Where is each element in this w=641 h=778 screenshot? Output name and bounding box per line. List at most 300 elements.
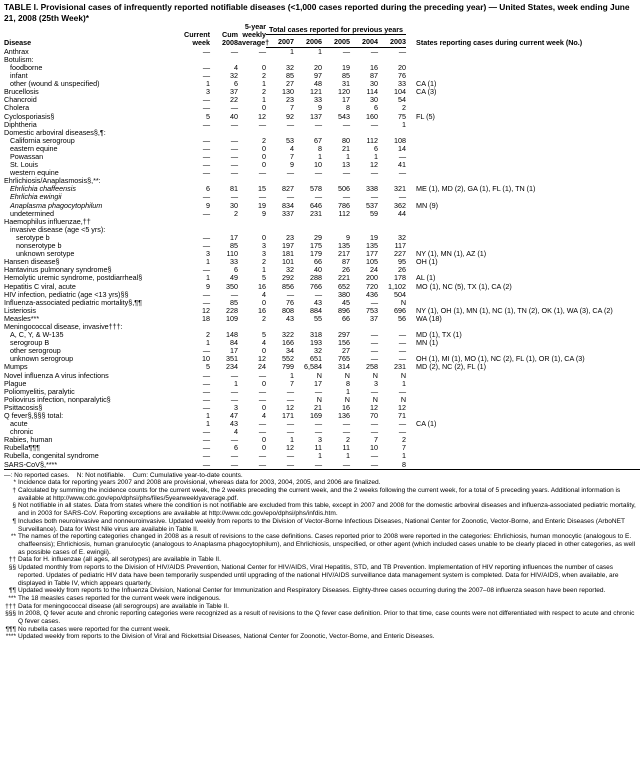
- cell-value: 8: [318, 143, 322, 153]
- cell-value: —: [202, 378, 210, 388]
- header-states: States reporting cases during current week (No.): [416, 38, 583, 48]
- disease-name: Rabies, human: [4, 436, 53, 445]
- cell-value: —: [342, 427, 350, 437]
- cell-value: 30: [230, 200, 238, 210]
- cell-value: 2: [262, 71, 266, 81]
- cell-value: —: [314, 119, 322, 129]
- cell-value: 66: [314, 257, 322, 267]
- table-row: [4, 452, 640, 460]
- footnote-text: Incidence data for reporting years 2007 and 2008 are provisional, whereas data for 2003, 2004, 2005, and 2006 are finalized.: [18, 479, 381, 487]
- cell-value: 12: [258, 111, 266, 121]
- cell-value: 9: [206, 281, 210, 291]
- cell-value: 56: [398, 313, 407, 323]
- states-reporting: [406, 412, 640, 420]
- cell-value: 0: [262, 378, 266, 388]
- cell-value: 231: [394, 362, 407, 372]
- cell-value: 37: [230, 87, 238, 97]
- table-row: [4, 412, 640, 420]
- cell-value: —: [398, 419, 407, 429]
- cell-value: 175: [310, 241, 322, 251]
- cell-value: 97: [314, 71, 322, 81]
- cell-value: 2: [262, 257, 266, 267]
- cell-value: —: [342, 119, 350, 129]
- cell-value: 17: [342, 95, 350, 105]
- cell-value: 5: [206, 362, 210, 372]
- cell-value: 45: [342, 297, 350, 307]
- cell-value: 0: [262, 143, 266, 153]
- table-row: [4, 80, 640, 88]
- disease-name: Brucellosis: [4, 88, 39, 97]
- cell-value: 108: [394, 135, 407, 145]
- disease-name: Hansen disease§: [4, 258, 60, 267]
- cell-value: 12: [202, 305, 210, 315]
- cell-value: 6: [234, 443, 238, 453]
- disease-name: California serogroup: [10, 136, 75, 145]
- cell-value: 314: [338, 362, 350, 372]
- disease-name: SARS-CoV§,****: [4, 461, 182, 470]
- cell-value: 53: [286, 135, 294, 145]
- cell-value: 75: [398, 111, 407, 121]
- cell-value: 1: [206, 419, 210, 429]
- states-reporting: [406, 428, 640, 436]
- cell-value: 43: [230, 419, 238, 429]
- cell-value: 19: [342, 62, 350, 72]
- cell-value: —: [202, 71, 210, 81]
- cell-value: 537: [366, 200, 378, 210]
- disease-name: acute: [10, 420, 28, 429]
- cell-value: 181: [282, 249, 294, 259]
- cell-value: —: [342, 192, 350, 202]
- states-reporting: [406, 444, 640, 452]
- footnote-text: Data for H. influenzae (all ages, all serotypes) are available in Table II.: [18, 556, 221, 564]
- cell-value: 6: [234, 265, 238, 275]
- cell-value: 231: [310, 208, 322, 218]
- table-row: [4, 153, 640, 161]
- states-reporting: MN (1): [416, 338, 438, 348]
- disease-name: Anaplasma phagocytophilum: [10, 201, 103, 210]
- footnote-marker: *: [13, 479, 16, 487]
- cell-value: 7: [402, 443, 407, 453]
- footnote-text: The names of the reporting categories changed in 2008 as a result of revisions to the case definitions. Cases reported prior to 2008 were reported in the categories: Ehrlichiosis, human monocytic (analogous to E. chaffeensis); Ehrlichiosis, human granulocytic (analogous to Anaplasma phagocytophilum), and Ehrlichiosis, unspecified, or other agent (which included cases unable to be clearly placed in other categories, as well as possible cases of E. ewingii).: [18, 533, 636, 556]
- footnote-text: Calculated by summing the incidence counts for the current week, the 2 weeks preceding the current week, and the 2 weeks following the current week, for a total of 5 preceding years. Additional information is available at http://www.cdc.gov/epo/dphsi/phs/files/5yearweeklyaverage.pdf.: [18, 487, 621, 502]
- cell-value: 120: [338, 87, 350, 97]
- cell-value: 12: [286, 402, 294, 412]
- cell-value: —: [230, 160, 238, 170]
- cell-value: —: [202, 135, 210, 145]
- cell-value: 16: [258, 305, 266, 315]
- footnote-marker: ¶¶: [8, 587, 16, 595]
- cell-value: 1: [206, 257, 210, 267]
- states-reporting: [406, 226, 640, 234]
- cell-value: —: [258, 451, 266, 461]
- footnote: [4, 610, 637, 625]
- cell-value: 17: [230, 232, 238, 242]
- cell-value: 834: [282, 200, 294, 210]
- cell-value: 29: [314, 232, 322, 242]
- states-reporting: CA (3): [416, 87, 437, 97]
- header-2003: 2003: [378, 34, 406, 47]
- cell-value: 227: [394, 249, 407, 259]
- states-reporting: [406, 404, 640, 412]
- table-row: [4, 461, 640, 470]
- cell-value: 67: [314, 135, 322, 145]
- cell-value: 16: [258, 281, 266, 291]
- cell-value: 3: [262, 249, 266, 259]
- states-reporting: [406, 210, 640, 218]
- cell-value: 22: [230, 95, 238, 105]
- cell-value: —: [202, 192, 210, 202]
- cell-value: [294, 218, 322, 226]
- footnote-text: Data for meningococcal disease (all serogroups) are available in Table II.: [18, 602, 229, 610]
- cell-value: —: [258, 119, 266, 129]
- table-row: [4, 169, 640, 177]
- cell-value: —: [202, 435, 210, 445]
- table-row: [4, 72, 640, 80]
- cell-value: 18: [202, 313, 210, 323]
- states-reporting: [406, 161, 640, 169]
- cell-value: 84: [230, 338, 238, 348]
- cell-value: 896: [338, 305, 350, 315]
- disease-name: other serogroup: [10, 347, 61, 356]
- cell-value: —: [286, 192, 294, 202]
- disease-name: Poliomyelitis, paralytic: [4, 387, 75, 396]
- cell-value: 59: [370, 208, 378, 218]
- table-row: [4, 355, 640, 363]
- table-row: [4, 145, 640, 153]
- cell-value: —: [202, 208, 210, 218]
- cell-value: 41: [398, 160, 407, 170]
- cell-value: 17: [230, 346, 238, 356]
- cell-value: 12: [258, 354, 266, 364]
- cell-value: 179: [310, 249, 322, 259]
- footnote: [4, 479, 637, 487]
- cell-value: —: [370, 346, 378, 356]
- cell-value: 7: [290, 378, 294, 388]
- cell-value: 9: [262, 208, 266, 218]
- disease-name: nonserotype b: [16, 242, 62, 251]
- cell-value: 1: [318, 451, 322, 461]
- table-row: [4, 331, 640, 339]
- disease-name: serogroup B: [10, 339, 50, 348]
- footnote-marker: ††: [8, 556, 16, 564]
- disease-name: Rubella, congenital syndrome: [4, 452, 99, 461]
- cell-value: 66: [342, 313, 350, 323]
- cell-value: 1,102: [388, 281, 407, 291]
- disease-name: Measles***: [4, 314, 40, 323]
- disease-name: Q fever§,§§§ total:: [4, 412, 64, 420]
- cell-value: [322, 218, 350, 226]
- cell-value: 3: [206, 249, 210, 259]
- cell-value: —: [182, 461, 210, 470]
- cell-value: 14: [398, 143, 407, 153]
- disease-name: foodborne: [10, 63, 43, 72]
- cell-value: —: [258, 419, 266, 429]
- states-reporting: MD (1), TX (1): [416, 330, 462, 340]
- cell-value: 6: [374, 143, 378, 153]
- disease-name: Ehrlichia ewingii: [10, 193, 62, 202]
- cell-value: —: [370, 46, 378, 56]
- disease-name: Powassan: [10, 153, 44, 161]
- cell-value: 30: [370, 79, 378, 89]
- cell-value: 43: [314, 297, 322, 307]
- cell-value: 362: [394, 200, 407, 210]
- cell-value: 130: [282, 87, 294, 97]
- cell-value: 5: [262, 330, 266, 340]
- states-reporting: [406, 145, 640, 153]
- cell-value: —: [398, 427, 407, 437]
- cell-value: 55: [314, 313, 322, 323]
- cell-value: 1: [206, 411, 210, 420]
- cell-value: 4: [262, 289, 266, 299]
- cell-value: 80: [342, 135, 350, 145]
- cell-value: 32: [314, 346, 322, 356]
- cell-value: 7: [290, 152, 294, 161]
- cell-value: 23: [286, 232, 294, 242]
- table-row: [4, 396, 640, 404]
- cell-value: 765: [338, 354, 350, 364]
- table-row: [4, 258, 640, 266]
- states-reporting: [406, 72, 640, 80]
- cell-value: —: [230, 135, 238, 145]
- cell-value: 10: [370, 443, 378, 453]
- cell-value: —: [314, 289, 322, 299]
- cell-value: N: [316, 370, 322, 380]
- states-reporting: [406, 461, 640, 470]
- states-reporting: [406, 234, 640, 242]
- cell-value: 200: [366, 273, 378, 283]
- disease-name: Mumps: [4, 363, 28, 372]
- cell-value: 321: [394, 184, 407, 194]
- cell-value: —: [202, 427, 210, 437]
- cell-value: 1: [262, 265, 266, 275]
- header-2005: 2005: [322, 34, 350, 47]
- cell-value: 543: [338, 111, 350, 121]
- cell-value: 2: [234, 208, 238, 218]
- cell-value: 3: [318, 435, 322, 445]
- cell-value: 3: [374, 378, 378, 388]
- cell-value: 6: [234, 79, 238, 89]
- table-row: [4, 388, 640, 396]
- disease-name: Anthrax: [4, 47, 29, 56]
- cell-value: —: [202, 241, 210, 251]
- cell-value: —: [286, 289, 294, 299]
- cell-value: 2: [262, 313, 266, 323]
- cell-value: 292: [282, 273, 294, 283]
- cell-value: 24: [258, 362, 266, 372]
- states-reporting: MN (9): [416, 200, 438, 210]
- cell-value: 169: [310, 411, 322, 420]
- table-row: [4, 372, 640, 380]
- states-reporting: CA (1): [416, 419, 437, 429]
- cell-value: N: [372, 394, 378, 404]
- cell-value: 11: [342, 443, 350, 453]
- table-row: [4, 428, 640, 436]
- cell-value: 9: [290, 160, 294, 170]
- cell-value: 21: [342, 143, 350, 153]
- cell-value: 1: [262, 95, 266, 105]
- cell-value: 338: [366, 184, 378, 194]
- cell-value: —: [314, 419, 322, 429]
- cell-value: 40: [230, 111, 238, 121]
- cell-value: —: [286, 386, 294, 396]
- cell-value: 110: [226, 249, 238, 259]
- disease-name: Poliovirus infection, nonparalytic§: [4, 395, 111, 404]
- header-current-week: Current week: [184, 30, 210, 48]
- table-row: [4, 242, 640, 250]
- cell-value: 9: [318, 103, 322, 113]
- cell-value: 49: [230, 273, 238, 283]
- cell-value: 177: [366, 249, 378, 259]
- cell-value: —: [202, 95, 210, 105]
- cell-value: —: [202, 232, 210, 242]
- footnote: [4, 626, 637, 634]
- states-reporting: NY (1), OH (1), MN (1), NC (1), TN (2), OK (1), WA (3), CA (2): [416, 305, 613, 315]
- table-row: [4, 47, 640, 56]
- table-row: [4, 315, 640, 323]
- disease-table: [4, 23, 640, 470]
- footnote-text: No rubella cases were reported for the current week.: [18, 625, 171, 633]
- disease-name: other (wound & unspecified): [10, 80, 100, 89]
- cell-value: 3: [234, 402, 238, 412]
- table-row: [4, 250, 640, 258]
- disease-name: Ehrlichia chaffeensis: [10, 185, 76, 194]
- cell-value: —: [238, 461, 266, 470]
- cell-value: —: [230, 168, 238, 178]
- disease-name: St. Louis: [10, 161, 38, 170]
- disease-name: invasive disease (age <5 yrs):: [10, 225, 106, 234]
- cell-value: 121: [310, 87, 322, 97]
- disease-name: unknown serogroup: [10, 355, 74, 364]
- cell-value: 7: [290, 103, 294, 113]
- cell-value: 171: [282, 411, 294, 420]
- cell-value: 6: [206, 184, 210, 194]
- table-row: [4, 226, 640, 234]
- cell-value: 197: [282, 241, 294, 251]
- cell-value: 380: [338, 289, 350, 299]
- cell-value: 27: [342, 346, 350, 356]
- cell-value: 8: [378, 461, 406, 470]
- cell-value: 5: [262, 273, 266, 283]
- table-row: [4, 88, 640, 96]
- cell-value: 436: [366, 289, 378, 299]
- cell-value: [350, 218, 378, 226]
- table-body: [4, 47, 640, 469]
- cell-value: —: [286, 119, 294, 129]
- disease-name: eastern equine: [10, 144, 58, 153]
- cell-value: 12: [370, 402, 378, 412]
- cell-value: 16: [342, 402, 350, 412]
- footnote-marker: §§: [8, 564, 16, 572]
- cell-value: 0: [262, 152, 266, 161]
- states-reporting: NY (1), MN (1), AZ (1): [416, 249, 487, 259]
- footnote: [4, 595, 637, 603]
- cell-value: —: [202, 46, 210, 56]
- cell-value: [266, 218, 294, 226]
- table-row: [4, 307, 640, 315]
- cell-value: 85: [230, 297, 238, 307]
- states-reporting: [406, 396, 640, 404]
- disease-name: serotype b: [16, 233, 50, 242]
- cell-value: —: [398, 46, 407, 56]
- table-row: [4, 185, 640, 193]
- cell-value: 33: [230, 257, 238, 267]
- table-row: [4, 420, 640, 428]
- cell-value: 651: [310, 354, 322, 364]
- cell-value: —: [202, 168, 210, 178]
- disease-name: Meningococcal disease, invasive†††:: [4, 322, 123, 331]
- cell-value: —: [286, 394, 294, 404]
- table-row: [4, 274, 640, 282]
- footnote-marker: §§§: [5, 610, 16, 618]
- cell-value: 506: [338, 184, 350, 194]
- cell-value: 12: [286, 443, 294, 453]
- cell-value: 351: [226, 354, 238, 364]
- footnote-text: Updated monthly from reports to the Division of HIV/AIDS Prevention, National Center for HIV/AIDS, Viral Hepatitis, STD, and TB Prevention. Implementation of HIV reporting influences the number of cases reported. Updates of pediatric HIV data have been temporarily suspended until upgrading of the national HIV/AIDS surveillance data management system is completed. Data for HIV/AIDS, when available, are displayed in Table IV, which appears quarterly.: [18, 564, 619, 587]
- cell-value: 884: [310, 305, 322, 315]
- cell-value: —: [202, 346, 210, 356]
- footnotes: [4, 472, 637, 641]
- cell-value: —: [230, 152, 238, 161]
- cell-value: N: [344, 394, 350, 404]
- cell-value: 258: [366, 362, 378, 372]
- cell-value: 117: [394, 241, 407, 251]
- cell-value: —: [342, 46, 350, 56]
- cell-value: —: [286, 427, 294, 437]
- table-row: [4, 202, 640, 210]
- footnote: [4, 502, 637, 517]
- cell-value: —: [258, 394, 266, 404]
- states-reporting: [406, 137, 640, 145]
- cell-value: 87: [342, 257, 350, 267]
- table-row: [4, 137, 640, 145]
- cell-value: 0: [262, 103, 266, 113]
- states-reporting: [406, 436, 640, 444]
- footnote-marker: ¶: [12, 517, 16, 525]
- cell-value: —: [342, 419, 350, 429]
- cell-value: 12: [398, 402, 407, 412]
- states-reporting: [406, 266, 640, 274]
- table-row: [4, 177, 640, 185]
- cell-value: —: [202, 152, 210, 161]
- cell-value: 322: [282, 330, 294, 340]
- cell-value: —: [398, 354, 407, 364]
- disease-name: Psittacosis§: [4, 403, 43, 412]
- states-reporting: [406, 452, 640, 460]
- cell-value: 114: [366, 87, 378, 97]
- cell-value: 578: [310, 184, 322, 194]
- table-row: [4, 436, 640, 444]
- cell-value: —: [398, 168, 407, 178]
- cell-value: —: [202, 386, 210, 396]
- states-reporting: [406, 47, 640, 56]
- table-row: [4, 64, 640, 72]
- cell-value: —: [258, 370, 266, 380]
- cell-value: 8: [346, 103, 350, 113]
- cell-value: 160: [366, 111, 378, 121]
- table-row: [4, 113, 640, 121]
- cell-value: 3: [262, 241, 266, 251]
- states-reporting: ME (1), MD (2), GA (1), FL (1), TN (1): [416, 184, 536, 194]
- cell-value: 10: [202, 354, 210, 364]
- states-reporting: MD (2), NC (2), FL (1): [416, 362, 487, 372]
- header-2007: 2007: [266, 34, 294, 47]
- cell-value: 228: [226, 305, 238, 315]
- cell-value: —: [342, 168, 350, 178]
- disease-name: Ehrlichiosis/Anaplasmosis§,**:: [4, 177, 101, 186]
- disease-name: Influenza-associated pediatric mortality§,¶¶: [4, 298, 142, 307]
- cell-value: 7: [374, 435, 378, 445]
- cell-value: —: [294, 461, 322, 470]
